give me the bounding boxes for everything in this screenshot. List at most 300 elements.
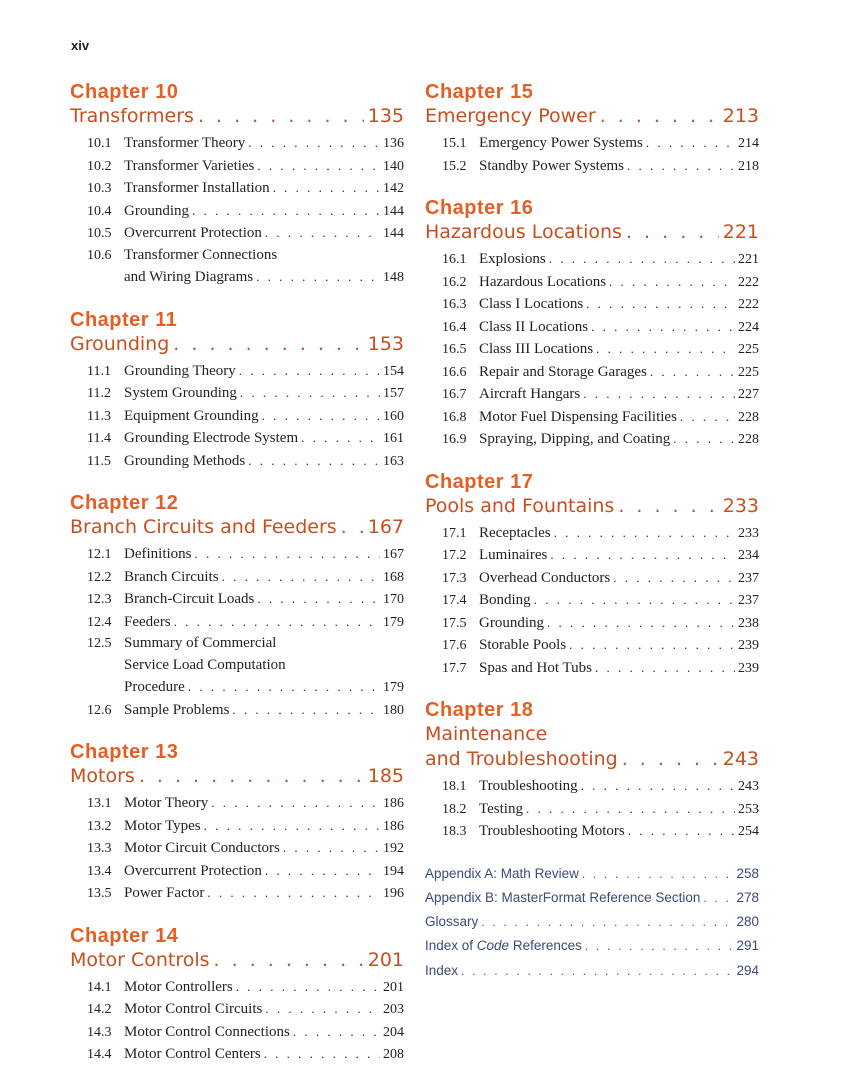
chapter-title-link[interactable]: [70, 764, 404, 789]
section-number: 11.3: [87, 408, 111, 424]
section-title-row: [479, 155, 759, 178]
section-page-number: 157: [383, 386, 404, 401]
back-matter-title: [425, 934, 582, 958]
chapter-label: Chapter 17: [425, 470, 534, 493]
section-page-number: 227: [738, 387, 759, 402]
section-title: Spas and Hot Tubs: [479, 659, 592, 676]
dot-leader: [586, 293, 735, 315]
section-title: Luminaires: [479, 547, 548, 563]
dot-leader: [239, 360, 380, 382]
chapter-page-number: 233: [722, 494, 759, 517]
section-page-number: 233: [738, 525, 759, 541]
section-entry[interactable]: [425, 657, 759, 680]
section-page-number: 192: [383, 841, 404, 856]
dot-leader: [703, 886, 733, 910]
section-title: Feeders: [124, 613, 171, 630]
dot-leader: [214, 948, 364, 973]
section-title-row: [479, 612, 759, 635]
back-matter-entry[interactable]: [425, 910, 759, 934]
section-title-row: [124, 998, 404, 1021]
dot-leader: [273, 177, 380, 199]
section-number: 17.7: [442, 660, 467, 676]
dot-leader: [618, 494, 718, 519]
section-number: 15.2: [442, 158, 467, 174]
section-title: Grounding Methods: [124, 452, 246, 469]
section-entry[interactable]: [70, 998, 404, 1021]
section-entry[interactable]: [70, 860, 404, 883]
section-page-number: 239: [738, 638, 759, 653]
section-number: 12.1: [87, 547, 112, 562]
section-title: Transformer Theory: [124, 135, 246, 151]
dot-leader: [293, 1021, 380, 1043]
section-number: 14.2: [87, 1002, 112, 1017]
back-matter-page-number: 294: [736, 962, 759, 978]
dot-leader: [627, 155, 735, 177]
section-page-number: 142: [383, 181, 404, 196]
section-title-line: and Wiring Diagrams: [124, 269, 254, 285]
dot-leader: [461, 959, 733, 983]
section-page-number: 203: [383, 1002, 404, 1017]
section-entry[interactable]: [70, 382, 404, 405]
dot-leader: [211, 792, 380, 814]
page-number: xiv: [71, 38, 90, 53]
section-page-number: 237: [738, 570, 759, 586]
section-title-row: [124, 132, 404, 155]
dot-leader: [595, 657, 735, 679]
section-number: 11.1: [87, 363, 111, 379]
dot-leader: [283, 837, 380, 859]
section-number: 12.5: [87, 636, 112, 651]
chapter-entry: [425, 470, 759, 680]
section-page-number: 196: [383, 886, 404, 901]
section-page-number: 160: [383, 408, 404, 424]
section-entry[interactable]: [70, 815, 404, 838]
chapter-title-link[interactable]: [70, 948, 404, 973]
section-number: 12.2: [87, 569, 112, 585]
section-title-row: [479, 634, 759, 657]
section-title-row: [479, 657, 759, 680]
section-title: Bonding: [479, 592, 531, 608]
section-title-row: [124, 837, 404, 860]
section-page-number: 154: [383, 363, 404, 379]
section-title: Aircraft Hangars: [479, 386, 581, 402]
section-entry[interactable]: [70, 699, 404, 722]
chapter-entry: [70, 308, 404, 473]
section-entry[interactable]: [425, 132, 759, 155]
dot-leader: [257, 588, 380, 610]
section-entry[interactable]: [70, 405, 404, 428]
section-entry[interactable]: [425, 634, 759, 657]
section-page-number: 168: [383, 569, 404, 585]
section-page-number: 204: [383, 1024, 404, 1040]
dot-leader: [554, 522, 735, 544]
section-title-row: [479, 406, 759, 429]
section-entry[interactable]: [70, 837, 404, 860]
dot-leader: [534, 589, 735, 611]
section-title: Motor Types: [124, 817, 201, 834]
section-title: Sample Problems: [124, 701, 230, 718]
section-number: 17.6: [442, 638, 467, 653]
section-title-row: [479, 820, 759, 843]
section-title-line: Procedure: [124, 679, 185, 695]
section-title: Emergency Power Systems: [479, 135, 643, 151]
back-matter-entry[interactable]: [425, 862, 759, 886]
section-number: 18.1: [442, 779, 467, 794]
section-title-row: [479, 798, 759, 821]
section-title: Branch-Circuit Loads: [124, 591, 255, 607]
dot-leader: [628, 820, 735, 842]
dot-leader: [248, 132, 380, 154]
chapter-entry: [425, 196, 759, 451]
section-page-number: 222: [738, 297, 759, 312]
chapter-label: Chapter 16: [425, 197, 534, 219]
section-entry[interactable]: [70, 222, 404, 245]
section-entry[interactable]: [425, 522, 759, 545]
back-matter-title: Appendix A: Math Review: [425, 865, 579, 881]
section-number: 16.3: [442, 297, 467, 312]
dot-leader: [204, 815, 380, 837]
section-page-number: 237: [738, 593, 759, 608]
section-number: 17.4: [442, 593, 467, 608]
section-title-row: [124, 222, 404, 245]
section-entry[interactable]: [70, 633, 404, 699]
section-number: 13.2: [87, 818, 112, 834]
section-title-row: [124, 450, 404, 473]
back-matter-page-number: 291: [736, 938, 759, 954]
chapter-title: Hazardous Locations: [425, 221, 622, 243]
chapter-entry: [70, 491, 404, 721]
section-entry[interactable]: [70, 450, 404, 473]
section-title-row: [124, 699, 404, 722]
section-entry[interactable]: [70, 543, 404, 566]
dot-leader: [609, 271, 735, 293]
section-number: 10.2: [87, 158, 112, 174]
section-page-number: 225: [738, 342, 759, 357]
section-number: 16.6: [442, 364, 467, 380]
section-entry[interactable]: [425, 406, 759, 429]
section-page-number: 179: [383, 614, 404, 630]
section-number: 10.1: [87, 136, 112, 151]
section-title: Testing: [479, 800, 523, 817]
section-number: 13.4: [87, 863, 112, 879]
section-number: 12.6: [87, 702, 112, 718]
section-title-row: [479, 271, 759, 294]
section-title: Motor Control Connections: [124, 1023, 290, 1040]
section-number: 16.7: [442, 387, 467, 402]
section-entry[interactable]: [70, 200, 404, 223]
dot-leader: [236, 976, 380, 998]
section-entry[interactable]: [425, 155, 759, 178]
dot-leader: [585, 934, 734, 958]
back-matter-page-number: 278: [736, 889, 759, 905]
section-page-number: 148: [383, 270, 404, 285]
section-title: Branch Circuits: [124, 568, 219, 585]
section-page-number: 253: [738, 801, 759, 817]
chapter-label: Chapter 13: [70, 741, 179, 763]
title-part: Index of: [425, 938, 477, 954]
section-title-row: [479, 338, 759, 361]
section-title-row: [479, 589, 759, 612]
chapter-label: Chapter 15: [425, 81, 534, 103]
section-title: Motor Fuel Dispensing Facilities: [479, 408, 677, 425]
chapter-label: Chapter 10: [70, 81, 179, 103]
dot-leader: [301, 427, 380, 449]
section-entry[interactable]: [425, 798, 759, 821]
section-title: Motor Controllers: [124, 978, 233, 995]
section-title: Standby Power Systems: [479, 157, 625, 174]
chapter-entry: [425, 698, 759, 843]
section-title: Overcurrent Protection: [124, 862, 262, 879]
chapter-title-link[interactable]: [425, 220, 759, 245]
section-entry[interactable]: [425, 589, 759, 612]
back-matter-title: Appendix B: MasterFormat Reference Section: [425, 889, 701, 905]
section-title-line: Summary of Commercial: [124, 635, 277, 651]
section-entry[interactable]: [70, 245, 404, 289]
section-title: Grounding Electrode System: [124, 430, 299, 446]
section-title: Spraying, Dipping, and Coating: [479, 431, 671, 447]
section-title: Hazardous Locations: [479, 273, 607, 290]
section-title-row: [479, 383, 759, 406]
section-title: Troubleshooting Motors: [479, 823, 625, 839]
section-title-row: [479, 248, 759, 271]
dot-leader: [188, 676, 380, 698]
dot-leader: [207, 882, 380, 904]
dot-leader: [256, 266, 380, 288]
section-title-row: [124, 200, 404, 223]
dot-leader: [613, 567, 735, 589]
section-number: 14.1: [87, 979, 112, 995]
section-page-number: 140: [383, 158, 404, 174]
dot-leader: [240, 382, 380, 404]
chapter-label: Chapter 11: [70, 308, 178, 331]
chapter-title-link[interactable]: [70, 332, 404, 357]
section-entry[interactable]: [70, 1043, 404, 1066]
chapter-page-number: 185: [367, 765, 404, 787]
dot-leader: [673, 428, 735, 450]
section-page-number: 222: [738, 274, 759, 290]
back-matter-page-number: 258: [736, 865, 759, 881]
section-title-row: [479, 567, 759, 590]
section-entry[interactable]: [425, 248, 759, 271]
chapter-title: Emergency Power: [425, 105, 596, 127]
dot-leader: [232, 699, 380, 721]
section-title-block: [124, 245, 404, 289]
chapter-page-number: 221: [722, 221, 759, 243]
section-number: 16.2: [442, 274, 467, 290]
section-number: 15.1: [442, 136, 467, 151]
section-number: 17.3: [442, 570, 467, 586]
section-number: 11.2: [87, 386, 111, 401]
chapter-title: Transformers: [70, 105, 194, 127]
section-page-number: 224: [738, 319, 759, 335]
dot-leader: [139, 764, 364, 789]
section-title-row: [479, 775, 759, 798]
section-title-row: [124, 792, 404, 815]
section-title-row: [479, 293, 759, 316]
section-page-number: 179: [383, 680, 404, 695]
dot-leader: [174, 611, 380, 633]
section-title-row: [479, 544, 759, 567]
section-page-number: 144: [383, 203, 404, 219]
dot-leader: [581, 775, 735, 797]
section-entry[interactable]: [70, 1021, 404, 1044]
back-matter-entry[interactable]: [425, 934, 759, 958]
section-entry[interactable]: [425, 383, 759, 406]
dot-leader: [257, 155, 380, 177]
section-number: 16.1: [442, 252, 467, 267]
section-entry[interactable]: [70, 566, 404, 589]
dot-leader: [192, 200, 380, 222]
section-page-number: 214: [738, 136, 759, 151]
section-title: Storable Pools: [479, 637, 567, 653]
section-title: Transformer Installation: [124, 180, 270, 196]
section-title-row: [479, 361, 759, 384]
back-matter-entry[interactable]: [425, 886, 759, 910]
chapter-label: Chapter 18: [425, 699, 534, 721]
section-title: Grounding: [479, 614, 544, 631]
dot-leader: [265, 222, 380, 244]
section-number: 17.2: [442, 548, 467, 563]
chapter-title-link[interactable]: [70, 515, 404, 540]
section-number: 18.3: [442, 824, 467, 839]
section-entry[interactable]: [70, 360, 404, 383]
section-title-row: [124, 177, 404, 200]
section-entry[interactable]: [425, 293, 759, 316]
section-entry[interactable]: [425, 316, 759, 339]
section-title: Grounding: [124, 202, 189, 219]
dot-leader: [173, 332, 363, 357]
section-title: Motor Circuit Conductors: [124, 840, 280, 856]
section-page-number: 186: [383, 796, 404, 811]
section-page-number: 194: [383, 863, 404, 879]
section-title: Motor Control Circuits: [124, 1001, 263, 1017]
dot-leader: [262, 405, 380, 427]
section-entry[interactable]: [425, 567, 759, 590]
section-page-number: 228: [738, 409, 759, 425]
section-page-number: 186: [383, 818, 404, 834]
section-number: 13.1: [87, 796, 112, 811]
section-entry[interactable]: [70, 177, 404, 200]
back-matter-list: [425, 862, 759, 983]
chapter-entry: [70, 740, 404, 905]
chapter-title: Motors: [70, 765, 135, 787]
section-page-number: 221: [738, 252, 759, 267]
chapter-page-number: 213: [722, 105, 759, 127]
section-page-number: 234: [738, 548, 759, 563]
section-entry[interactable]: [425, 338, 759, 361]
chapter-entry: [425, 80, 759, 177]
section-entry[interactable]: [425, 271, 759, 294]
back-matter-page-number: 280: [736, 914, 759, 930]
section-entry[interactable]: [70, 792, 404, 815]
section-page-number: 180: [383, 702, 404, 718]
dot-leader: [650, 361, 735, 383]
section-page-number: 170: [383, 592, 404, 607]
section-entry[interactable]: [425, 544, 759, 567]
section-title-row: [124, 860, 404, 883]
section-entry[interactable]: [425, 361, 759, 384]
section-title: Explosions: [479, 251, 546, 267]
section-title-row: [479, 316, 759, 339]
chapter-page-number: 243: [722, 748, 759, 770]
chapter-page-number: 201: [367, 948, 404, 971]
section-title: Class II Locations: [479, 318, 589, 335]
section-title-row: [124, 1043, 404, 1066]
toc-right-column: [425, 80, 759, 983]
section-entry[interactable]: [70, 588, 404, 611]
chapter-title-link[interactable]: [425, 747, 759, 772]
dot-leader: [198, 104, 364, 129]
section-number: 12.4: [87, 614, 112, 630]
back-matter-entry[interactable]: [425, 959, 759, 983]
section-entry[interactable]: [70, 155, 404, 178]
chapter-title: Grounding: [70, 332, 170, 355]
chapter-label: Chapter 14: [70, 924, 179, 947]
dot-leader: [264, 1043, 380, 1065]
section-entry[interactable]: [70, 427, 404, 450]
section-title-row: [124, 155, 404, 178]
section-title: Equipment Grounding: [124, 407, 259, 424]
dot-leader: [626, 220, 719, 245]
chapter-title-line: Maintenance: [425, 723, 548, 745]
section-number: 17.5: [442, 615, 467, 631]
section-page-number: 167: [383, 547, 404, 562]
section-page-number: 243: [738, 779, 759, 794]
title-part: References: [509, 938, 582, 954]
section-entry[interactable]: [425, 775, 759, 798]
dot-leader: [582, 862, 734, 886]
chapter-entry: [70, 80, 404, 289]
section-entry[interactable]: [70, 611, 404, 634]
section-page-number: 218: [738, 158, 759, 174]
section-number: 12.3: [87, 592, 112, 607]
section-entry[interactable]: [425, 428, 759, 451]
dot-leader: [481, 910, 733, 934]
section-entry[interactable]: [70, 882, 404, 905]
chapter-title-link[interactable]: [70, 104, 404, 129]
section-page-number: 254: [738, 824, 759, 839]
section-entry[interactable]: [425, 820, 759, 843]
section-entry[interactable]: [70, 976, 404, 999]
section-number: 10.6: [87, 247, 112, 263]
dot-leader: [265, 860, 380, 882]
chapter-title: Branch Circuits and Feeders: [70, 516, 337, 538]
dot-leader: [550, 544, 735, 566]
section-title-row: [124, 976, 404, 999]
section-title: Grounding Theory: [124, 362, 236, 379]
section-page-number: 239: [738, 660, 759, 676]
section-entry[interactable]: [70, 132, 404, 155]
dot-leader: [600, 104, 719, 129]
section-title: Power Factor: [124, 885, 205, 901]
dot-leader: [622, 747, 719, 772]
section-title-last-line: [124, 676, 404, 699]
dot-leader: [549, 248, 735, 270]
section-page-number: 136: [383, 136, 404, 151]
section-page-number: 238: [738, 615, 759, 631]
dot-leader: [248, 450, 380, 472]
section-page-number: 228: [738, 432, 759, 447]
section-number: 14.3: [87, 1024, 112, 1040]
section-entry[interactable]: [425, 612, 759, 635]
chapter-title-link[interactable]: [425, 104, 759, 129]
chapter-title-link[interactable]: [425, 494, 759, 519]
back-matter-title: Index: [425, 962, 459, 978]
section-number: 16.9: [442, 432, 467, 447]
section-title-row: [479, 428, 759, 451]
section-title-row: [124, 1021, 404, 1044]
section-page-number: 163: [383, 453, 404, 469]
